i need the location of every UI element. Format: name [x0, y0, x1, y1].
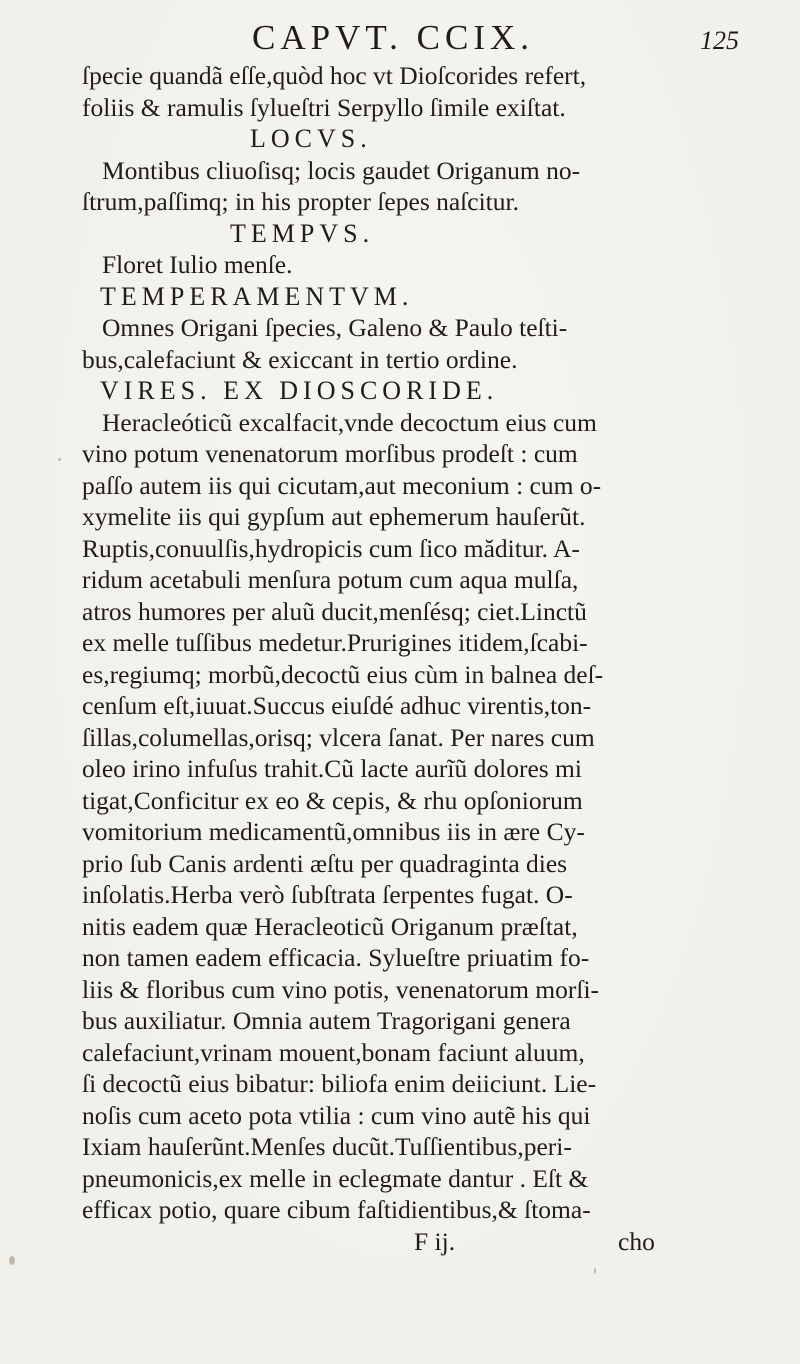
page-number: 125 [700, 26, 739, 55]
text-line: Ruptis,conuulſis,hydropicis cum ſico măditur. A- [82, 533, 580, 563]
page-footer [82, 1226, 782, 1258]
text-line: noſis cum aceto pota vtilia : cum vino autẽ his qui [82, 1100, 591, 1130]
body-text [82, 60, 782, 1257]
text-line: inſolatis.Herba verò ſubſtrata ſerpentes fugat. O- [82, 880, 573, 909]
text-line: non tamen eadem efficacia. Sylueſtre priuatim fo- [82, 943, 590, 972]
text-line: oleo irino infuſus trahit.Cũ lacte aurĩũ dolores mi [82, 754, 582, 783]
text-line: foliis & ramulis ſylueſtri Serpyllo ſimile exiſtat. [82, 92, 566, 122]
section-heading-tempus: TEMPVS. [230, 218, 375, 248]
text-line: ex melle tuſſibus medetur.Prurigines itidem,ſcabi- [82, 628, 588, 657]
running-head: CAPVT. CCIX. [252, 18, 535, 57]
text-line: bus auxiliatur. Omnia autem Tragorigani genera [82, 1006, 571, 1035]
text-line: xymelite iis qui gypſum aut ephemerum hauſerũt. [82, 502, 586, 531]
paper-speck [594, 1268, 596, 1274]
text-line: Floret Iulio menſe. [102, 250, 293, 279]
text-line: Montibus cliuoſisq; locis gaudet Origanum no- [102, 155, 581, 185]
text-line: ſillas,columellas,orisq; vlcera ſanat. Per nares cum [82, 722, 595, 752]
text-line: pneumonicis,ex melle in eclegmate dantur . Eſt & [82, 1163, 589, 1193]
text-line: vino potum venenatorum morſibus prodeſt : cum [82, 439, 578, 468]
text-line: prio ſub Canis ardenti æſtu per quadraginta dies [82, 848, 568, 878]
catchword: cho [618, 1226, 655, 1256]
text-line: es,regiumq; morbũ,decoctũ eius cùm in balnea deſ- [82, 659, 604, 689]
text-line: paſſo autem iis qui cicutam,aut meconium : cum o- [82, 470, 602, 500]
text-line: Omnes Origani ſpecies, Galeno & Paulo teſti- [102, 313, 568, 342]
section-heading-vires: VIRES. EX DIOSCORIDE. [100, 376, 499, 405]
signature-mark: F ij. [414, 1226, 456, 1256]
text-line: ſtrum,paſſimq; in his propter ſepes naſcitur. [82, 187, 519, 216]
text-line: cenſum eſt,iuuat.Succus eiuſdé adhuc virentis,ton- [82, 691, 592, 720]
text-line: Ixiam hauſerũnt.Menſes ducũt.Tuſſientibus,peri- [82, 1132, 572, 1161]
text-line: efficax potio, quare cibum faſtidientibus,& ſtoma- [82, 1195, 591, 1224]
text-line: ſi decoctũ eius bibatur: biliofa enim deiiciunt. Lie- [82, 1069, 597, 1098]
text-line: Heracleóticũ excalfacit,vnde decoctum eius cum [102, 407, 597, 437]
text-line: nitis eadem quæ Heracleoticũ Origanum præſtat, [82, 911, 578, 941]
text-line: tigat,Conficitur ex eo & cepis, & rhu opſoniorum [82, 785, 583, 815]
text-line: ſpecie quandã eſſe,quòd hoc vt Dioſcorides refert, [82, 61, 587, 90]
text-line: calefaciunt,vrinam mouent,bonam faciunt aluum, [82, 1037, 585, 1067]
section-heading-locus: LOCVS. [250, 124, 372, 153]
text-line: liis & floribus cum vino potis, venenatorum morſi- [82, 974, 600, 1004]
text-line: atros humores per aluũ ducit,menſésq; ciet.Linctũ [82, 596, 587, 626]
text-line: bus,calefaciunt & exiccant in tertio ordine. [82, 344, 518, 374]
page-header [0, 18, 800, 62]
section-heading-temperamentum: TEMPERAMENTVM. [100, 281, 414, 311]
paper-speck [9, 1256, 15, 1265]
text-line: ridum acetabuli menſura potum cum aqua mulſa, [82, 565, 579, 594]
paper-speck [58, 458, 61, 461]
text-line: vomitorium medicamentũ,omnibus iis in ære Cy- [82, 817, 585, 846]
